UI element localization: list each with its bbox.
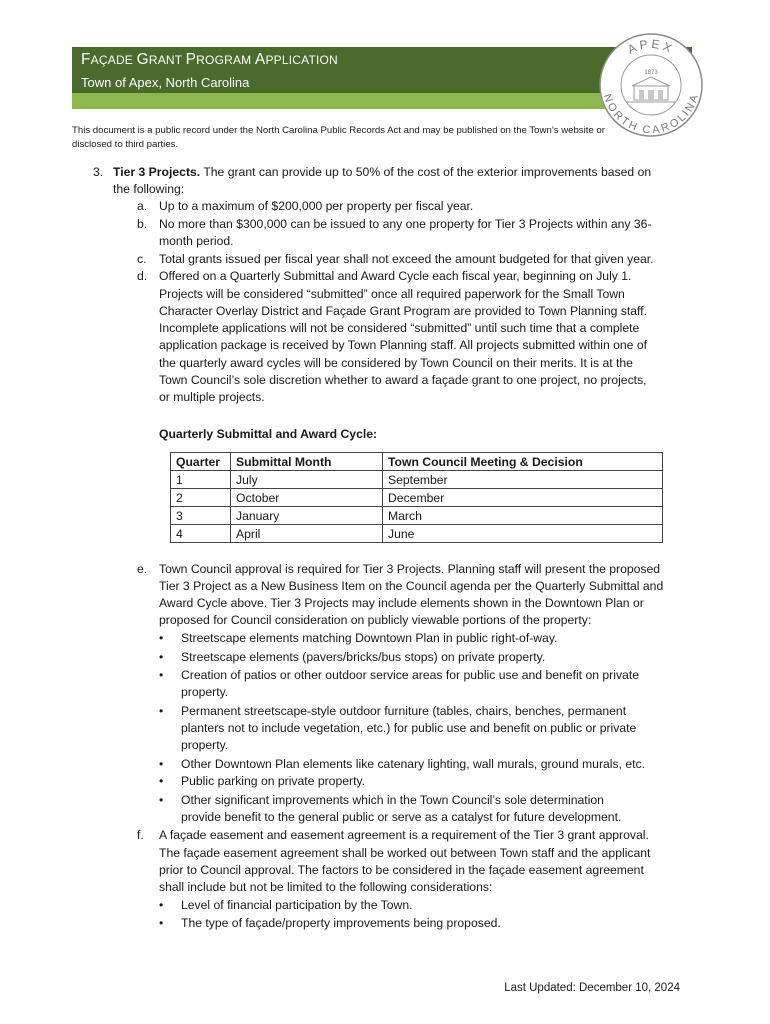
text-segment: provide benefit to the general public or serve as a catalyst for future development.	[181, 810, 622, 824]
text-segment: •	[159, 757, 164, 771]
cell-quarter: 4	[171, 525, 231, 543]
text-segment: •	[159, 704, 164, 718]
text-segment: The grant can provide up to 50% of the cost of the exterior improvements based on	[200, 165, 652, 179]
text-line	[159, 862, 644, 879]
text-line	[159, 355, 633, 372]
text-segment: Total grants issued per fiscal year shall not exceed the amount budgeted for that given year.	[159, 252, 654, 266]
text-line	[159, 703, 163, 720]
text-segment: Award Cycle above. Tier 3 Projects may include elements shown in the Downtown Plan or	[159, 596, 644, 610]
document-subtitle: Town of Apex, North Carolina	[81, 75, 250, 90]
text-segment: •	[159, 898, 164, 912]
text-line	[137, 216, 147, 233]
bold-text: Tier 3 Projects.	[113, 165, 201, 179]
cell-submittal-month: January	[231, 507, 383, 525]
text-segment: Incomplete applications will not be considered “submitted” until such time that a complete	[159, 321, 640, 335]
text-line	[93, 164, 103, 181]
text-segment: •	[159, 774, 164, 788]
text-segment: •	[159, 631, 164, 645]
cell-submittal-month: July	[231, 471, 383, 489]
title-part: F	[81, 51, 91, 68]
text-line	[159, 649, 163, 666]
text-line	[159, 595, 644, 612]
text-line	[181, 915, 501, 932]
text-line	[137, 561, 147, 578]
text-segment: Other Downtown Plan elements like catenary lighting, wall murals, ground murals, etc.	[181, 757, 646, 771]
text-line	[159, 372, 647, 389]
text-line	[159, 561, 660, 578]
text-line	[159, 198, 473, 215]
text-line	[137, 268, 147, 285]
text-line	[159, 879, 492, 896]
text-segment: the following:	[113, 182, 185, 196]
text-segment: •	[159, 650, 164, 664]
table-row	[171, 507, 663, 525]
table-row	[171, 489, 663, 507]
table-row	[171, 471, 663, 489]
text-segment: property.	[181, 685, 229, 699]
text-segment: Town Council approval is required for Tier 3 Projects. Planning staff will present the proposed	[159, 562, 661, 576]
text-line	[181, 897, 412, 914]
text-segment: c.	[137, 252, 147, 266]
text-segment: Level of financial participation by the Town.	[181, 898, 413, 912]
text-segment: prior to Council approval. The factors to be considered in the façade easement agreement	[159, 863, 644, 877]
text-segment: application package is received by Town Planning staff. All projects submitted within one of	[159, 338, 648, 352]
text-line	[137, 251, 146, 268]
text-segment: A façade easement and easement agreement is a requirement of the Tier 3 grant approval.	[159, 828, 649, 842]
text-segment: Public parking on private property.	[181, 774, 366, 788]
cell-council-meeting: September	[383, 471, 663, 489]
title-part: ROGRAM	[196, 53, 255, 67]
text-segment: property.	[181, 738, 229, 752]
text-line	[159, 612, 591, 629]
text-segment: 3.	[93, 165, 104, 179]
text-segment: Projects will be considered “submitted” once all required paperwork for the Small Town	[159, 287, 625, 301]
text-segment: a.	[137, 199, 148, 213]
text-line	[181, 649, 545, 666]
text-line	[159, 320, 639, 337]
text-segment: Character Overlay District and Façade Grant Program are provided to Town Planning staff.	[159, 304, 647, 318]
text-line	[159, 773, 163, 790]
text-segment: month period.	[159, 234, 234, 248]
text-line	[159, 251, 654, 268]
text-line	[159, 337, 647, 354]
text-line	[113, 164, 651, 181]
title-part: PPLICATION	[265, 53, 338, 67]
text-segment: Up to a maximum of $200,000 per property per fiscal year.	[159, 199, 474, 213]
public-record-notice: This document is a public record under the North Carolina Public Records Act and may be published on the Town’s website or disclosed to third parties.	[72, 125, 605, 150]
text-segment: shall include but not be limited to the following considerations:	[159, 880, 493, 894]
svg-text:1873: 1873	[644, 70, 658, 76]
text-line	[159, 897, 163, 914]
text-line	[159, 630, 163, 647]
text-segment: f.	[137, 828, 144, 842]
text-segment: No more than $300,000 can be issued to any one property for Tier 3 Projects within any 36-	[159, 217, 652, 231]
title-part: G	[136, 51, 149, 68]
text-segment: or multiple projects.	[159, 390, 265, 404]
text-line	[159, 233, 234, 250]
text-line	[181, 630, 557, 647]
bold-text: Quarterly Submittal and Award Cycle:	[159, 427, 378, 441]
cell-submittal-month: April	[231, 525, 383, 543]
text-segment: Permanent streetscape-style outdoor furniture (tables, chairs, benches, permanent	[181, 704, 627, 718]
cell-council-meeting: December	[383, 489, 663, 507]
col-header-submittal-month: Submittal Month	[231, 453, 383, 471]
title-part: P	[185, 51, 197, 68]
text-segment: Offered on a Quarterly Submittal and Award Cycle each fiscal year, beginning on July 1.	[159, 269, 632, 283]
text-line	[159, 792, 163, 809]
text-segment: b.	[137, 217, 148, 231]
text-segment: Streetscape elements (pavers/bricks/bus stops) on private property.	[181, 650, 546, 664]
text-line	[159, 667, 163, 684]
text-line	[181, 720, 636, 737]
text-line	[181, 684, 228, 701]
text-segment: Creation of patios or other outdoor service areas for public use and benefit on private	[181, 668, 639, 682]
text-line	[159, 845, 650, 862]
text-segment: the quarterly award cycles will be considered by Town Council on their merits. It is at the	[159, 356, 633, 370]
text-segment: e.	[137, 562, 148, 576]
text-segment: The type of façade/property improvements being proposed.	[181, 916, 501, 930]
text-line	[137, 827, 144, 844]
text-line	[181, 667, 639, 684]
text-segment: planters not to include vegetation, etc.) for public use and benefit on public or private	[181, 721, 637, 735]
text-segment: Town Council’s sole discretion whether to award a façade grant to one project, no projects,	[159, 373, 647, 387]
title-part: AÇADE	[90, 53, 137, 67]
cell-quarter: 2	[171, 489, 231, 507]
text-line	[181, 703, 626, 720]
text-line	[181, 809, 621, 826]
text-line	[159, 426, 377, 443]
table-row	[171, 525, 663, 543]
text-segment: d.	[137, 269, 148, 283]
text-line	[159, 389, 265, 406]
text-line	[159, 303, 647, 320]
text-line	[137, 198, 147, 215]
text-line	[181, 773, 365, 790]
text-segment: proposed for Council consideration on publicly viewable portions of the property:	[159, 613, 592, 627]
award-cycle-table	[170, 452, 663, 543]
title-part: RANT	[148, 53, 186, 67]
text-segment: •	[159, 793, 164, 807]
text-line	[159, 286, 625, 303]
text-line	[113, 181, 184, 198]
text-segment: •	[159, 668, 164, 682]
text-segment: The façade easement agreement shall be worked out between Town staff and the applicant	[159, 846, 651, 860]
text-line	[159, 915, 163, 932]
cell-council-meeting: June	[383, 525, 663, 543]
text-segment: •	[159, 916, 164, 930]
text-line	[181, 792, 604, 809]
document-title	[81, 51, 338, 69]
title-part: A	[254, 51, 266, 68]
text-line	[159, 268, 631, 285]
text-line	[181, 737, 228, 754]
cell-quarter: 3	[171, 507, 231, 525]
text-line	[159, 756, 163, 773]
text-line	[159, 216, 652, 233]
col-header-council-meeting: Town Council Meeting & Decision	[383, 453, 663, 471]
svg-text:NORTH CAROLINA: NORTH CAROLINA	[600, 92, 702, 137]
col-header-quarter: Quarter	[171, 453, 231, 471]
text-line	[159, 578, 663, 595]
last-updated-footer: Last Updated: December 10, 2024	[504, 982, 680, 994]
cell-council-meeting: March	[383, 507, 663, 525]
text-segment: Other significant improvements which in the Town Council’s sole determination	[181, 793, 604, 807]
text-segment: Tier 3 Project as a New Business Item on the Council agenda per the Quarterly Submittal and	[159, 579, 664, 593]
cell-quarter: 1	[171, 471, 231, 489]
table-header-row	[171, 453, 663, 471]
text-line	[159, 827, 649, 844]
text-segment: Streetscape elements matching Downtown Plan in public right-of-way.	[181, 631, 558, 645]
text-line	[181, 756, 645, 773]
svg-text:APEX: APEX	[625, 36, 677, 57]
cell-submittal-month: October	[231, 489, 383, 507]
